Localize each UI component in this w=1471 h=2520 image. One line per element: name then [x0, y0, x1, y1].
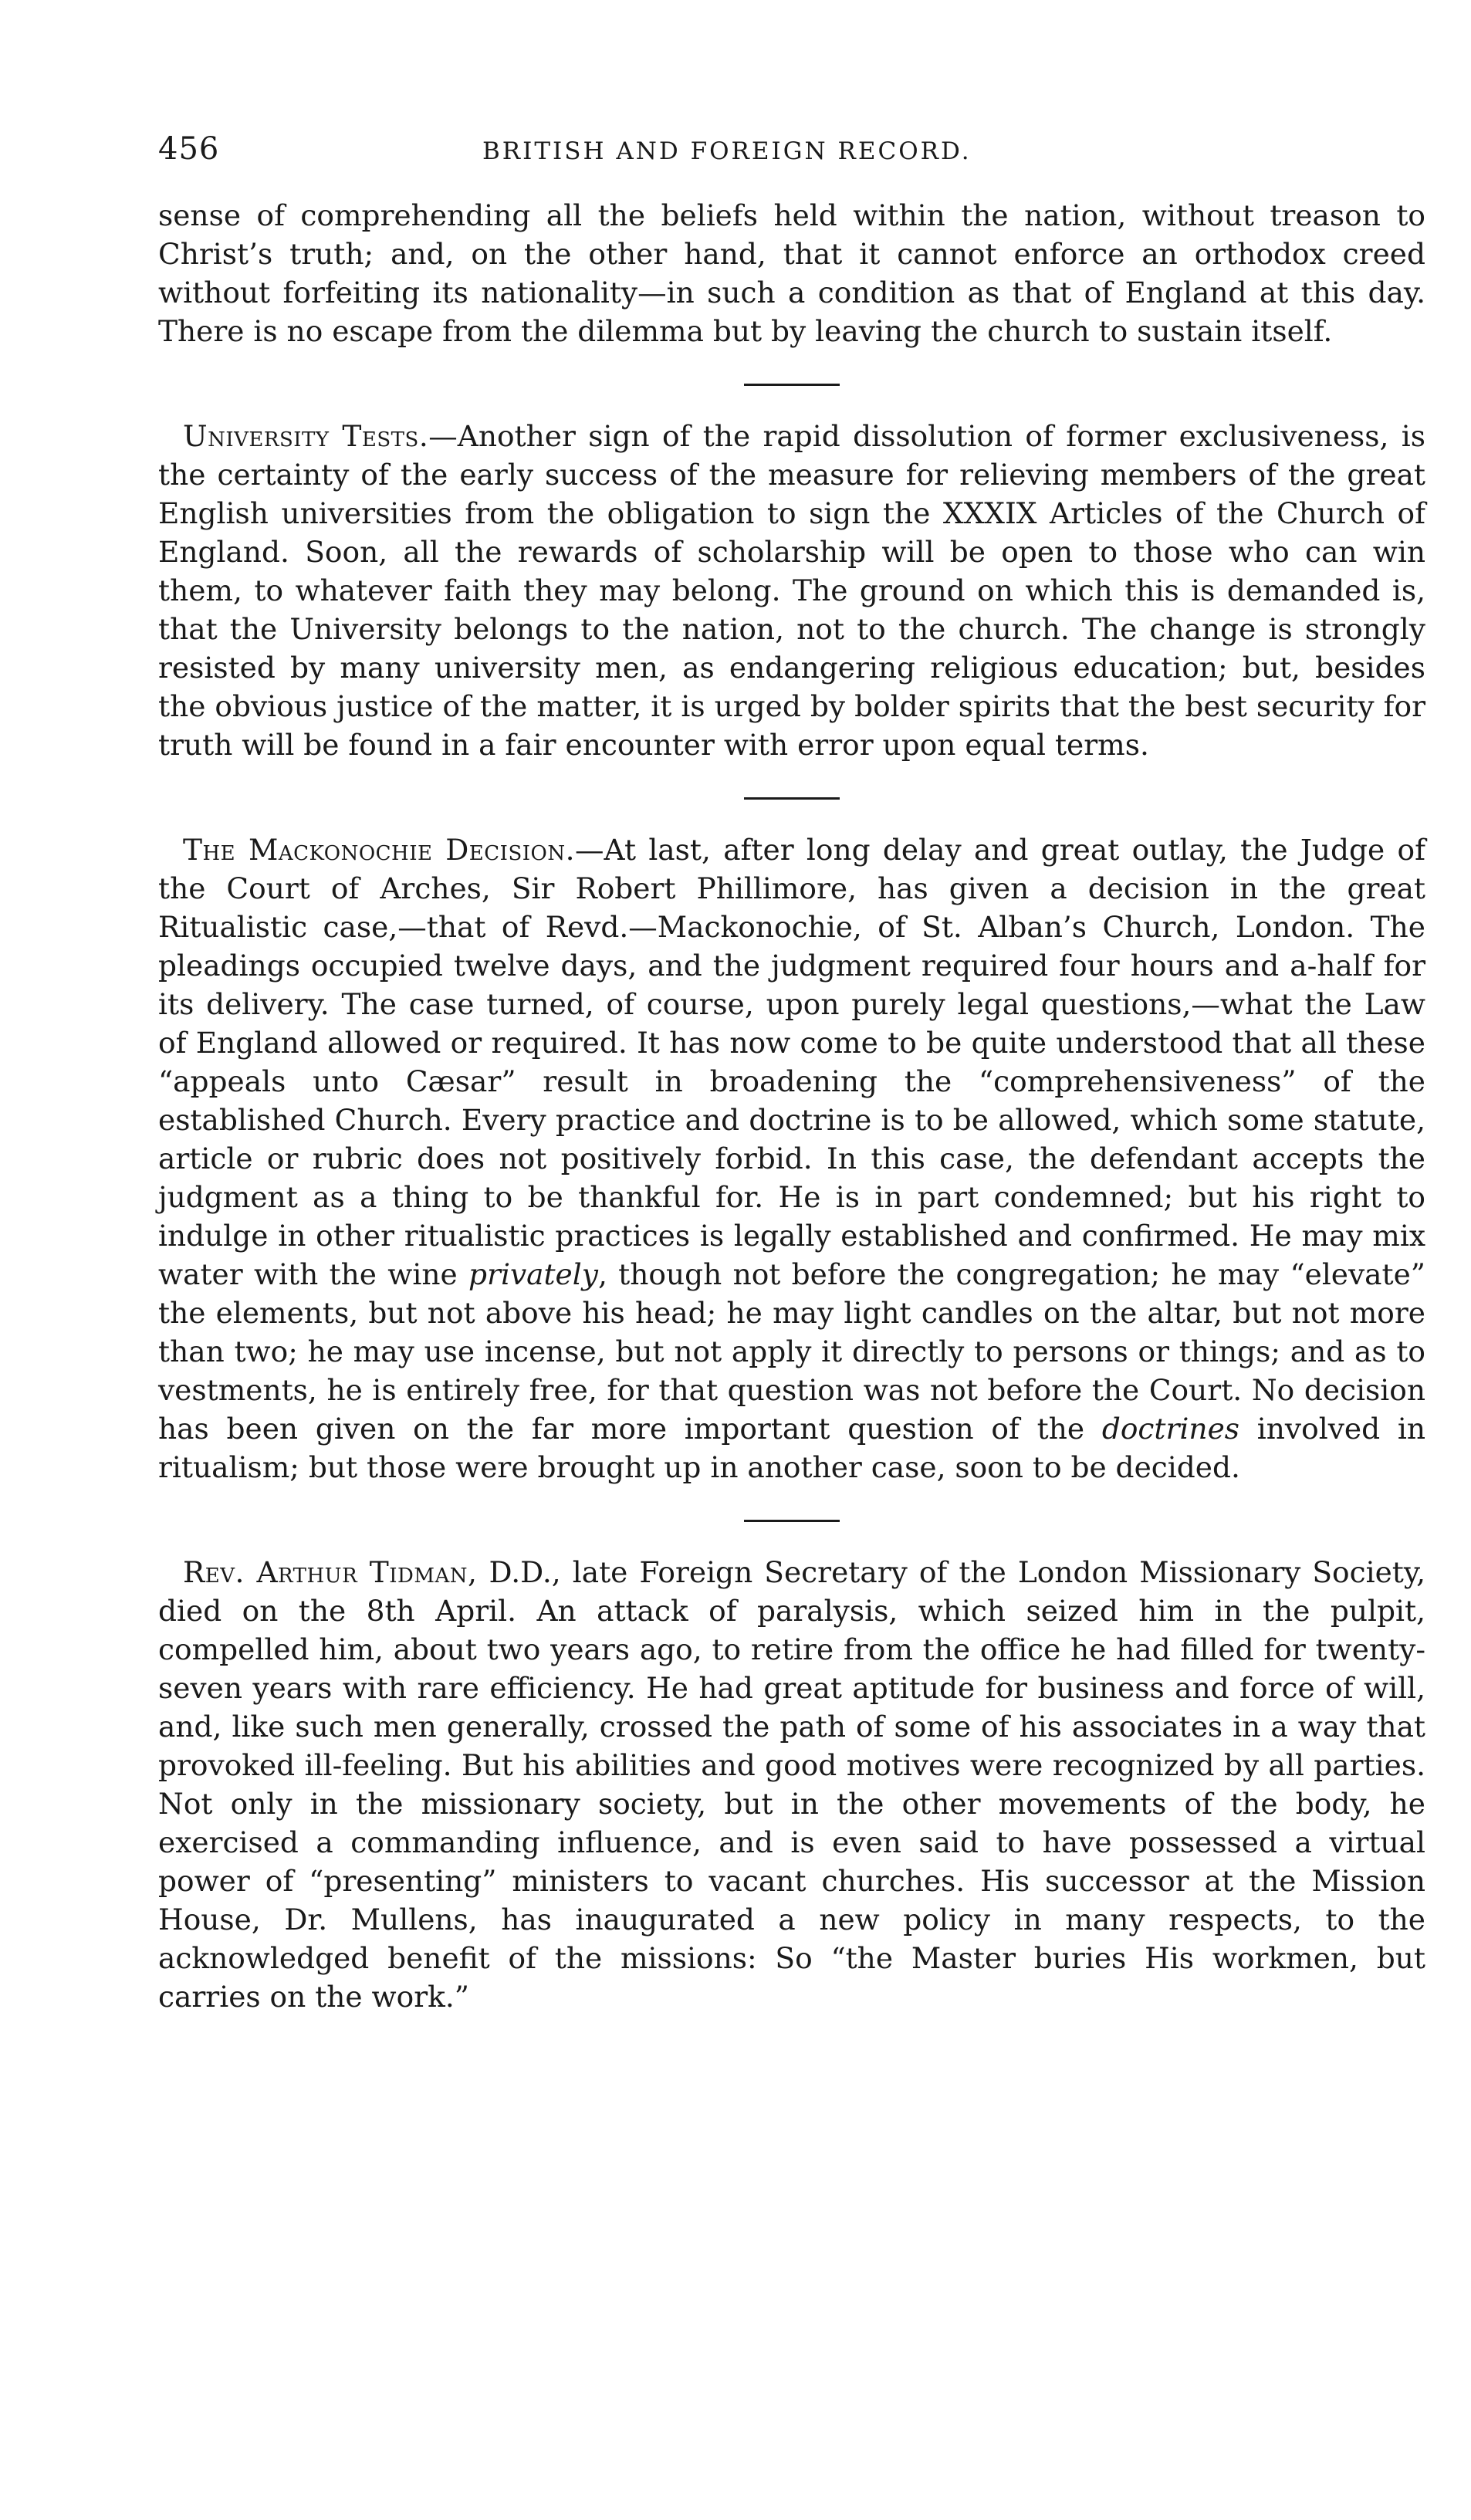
- mackonochie-text-3: involved in ritualism; but those were brought up in another case, soon to be decided.: [158, 1412, 1425, 1484]
- section-divider: [744, 797, 840, 800]
- mackonochie-italic-doctrines: doctrines: [1101, 1412, 1240, 1446]
- university-tests-paragraph: [158, 417, 1425, 764]
- tidman-text: D.D., late Foreign Secretary of the London Missionary Society, died on the 8th April. An attack of paralysis, which seized him in the pulpit, compelled him, about two years ago, to retire from the office he had filled for twenty-seven years with rare efficiency. He had great aptitude for business and force of will, and, like such men generally, crossed the path of some of his associates in a way that provoked ill-feeling. But his abilities and good motives were recognized by all parties. Not only in the missionary society, but in the other movements of the body, he exercised a commanding influence, and is even said to have possessed a virtual power of “presenting” ministers to vacant churches. His successor at the Mission House, Dr. Mullens, has inaugurated a new policy in many respects, to the acknowledged benefit of the missions: So “the Master buries His workmen, but carries on the work.”: [158, 1555, 1426, 2014]
- mackonochie-text-2: , though not before the congregation; he may “elevate” the elements, but not above his head; he may light candles on the altar, but not more than two; he may use incense, but not apply it directly to persons or things; and as to vestments, he is entirely free, for that question was not before the Court. No decision has been given on the far more important question of the: [158, 1257, 1425, 1446]
- continuation-paragraph: sense of comprehending all the beliefs held within the nation, without treason to Christ’s truth; and, on the other hand, that it cannot enforce an orthodox creed without forfeiting its nationality—in such a condition as that of England at this day. There is no escape from the dilemma but by leaving the church to sustain itself.: [158, 198, 1425, 348]
- page-number: 456: [158, 131, 220, 167]
- tidman-heading: Rev. Arthur Tidman,: [183, 1555, 478, 1589]
- university-tests-heading: University Tests.: [183, 419, 429, 453]
- mackonochie-paragraph: [158, 830, 1425, 1487]
- section-divider: [744, 1520, 840, 1522]
- mackonochie-heading: The Mackonochie Decision.: [183, 833, 576, 867]
- tidman-paragraph: [158, 1553, 1425, 2016]
- running-head: [158, 131, 1425, 178]
- mackonochie-italic-privately: privately: [468, 1257, 598, 1291]
- page: [158, 131, 1425, 2016]
- university-tests-text: —Another sign of the rapid dissolution of former exclusiveness, is the certainty of the early success of the measure for relieving members of the great English universities from the obligation to sign the XXXIX Articles of the Church of England. Soon, all the rewards of scholarship will be open to those who can win them, to whatever faith they may belong. The ground on which this is demanded is, that the University belongs to the nation, not to the church. The change is strongly resisted by many university men, as endangering religious education; but, besides the obvious justice of the matter, it is urged by bolder spirits that the best security for truth will be found in a fair encounter with error upon equal terms.: [158, 419, 1425, 762]
- section-divider: [744, 384, 840, 386]
- journal-title: BRITISH AND FOREIGN RECORD.: [482, 137, 972, 165]
- mackonochie-text-1: —At last, after long delay and great outlay, the Judge of the Court of Arches, Sir Robert Phillimore, has given a decision in the great Ritualistic case,—that of Revd.—Mackonochie, of St. Alban’s Church, London. The pleadings occupied twelve days, and the judgment required four hours and a-half for its delivery. The case turned, of course, upon purely legal questions,—what the Law of England allowed or required. It has now come to be quite understood that all these “appeals unto Cæsar” result in broadening the “comprehensiveness” of the established Church. Every practice and doctrine is to be allowed, which some statute, article or rubric does not positively forbid. In this case, the defendant accepts the judgment as a thing to be thankful for. He is in part condemned; but his right to indulge in other ritualistic practices is legally established and confirmed. He may mix water with the wine: [158, 833, 1426, 1291]
